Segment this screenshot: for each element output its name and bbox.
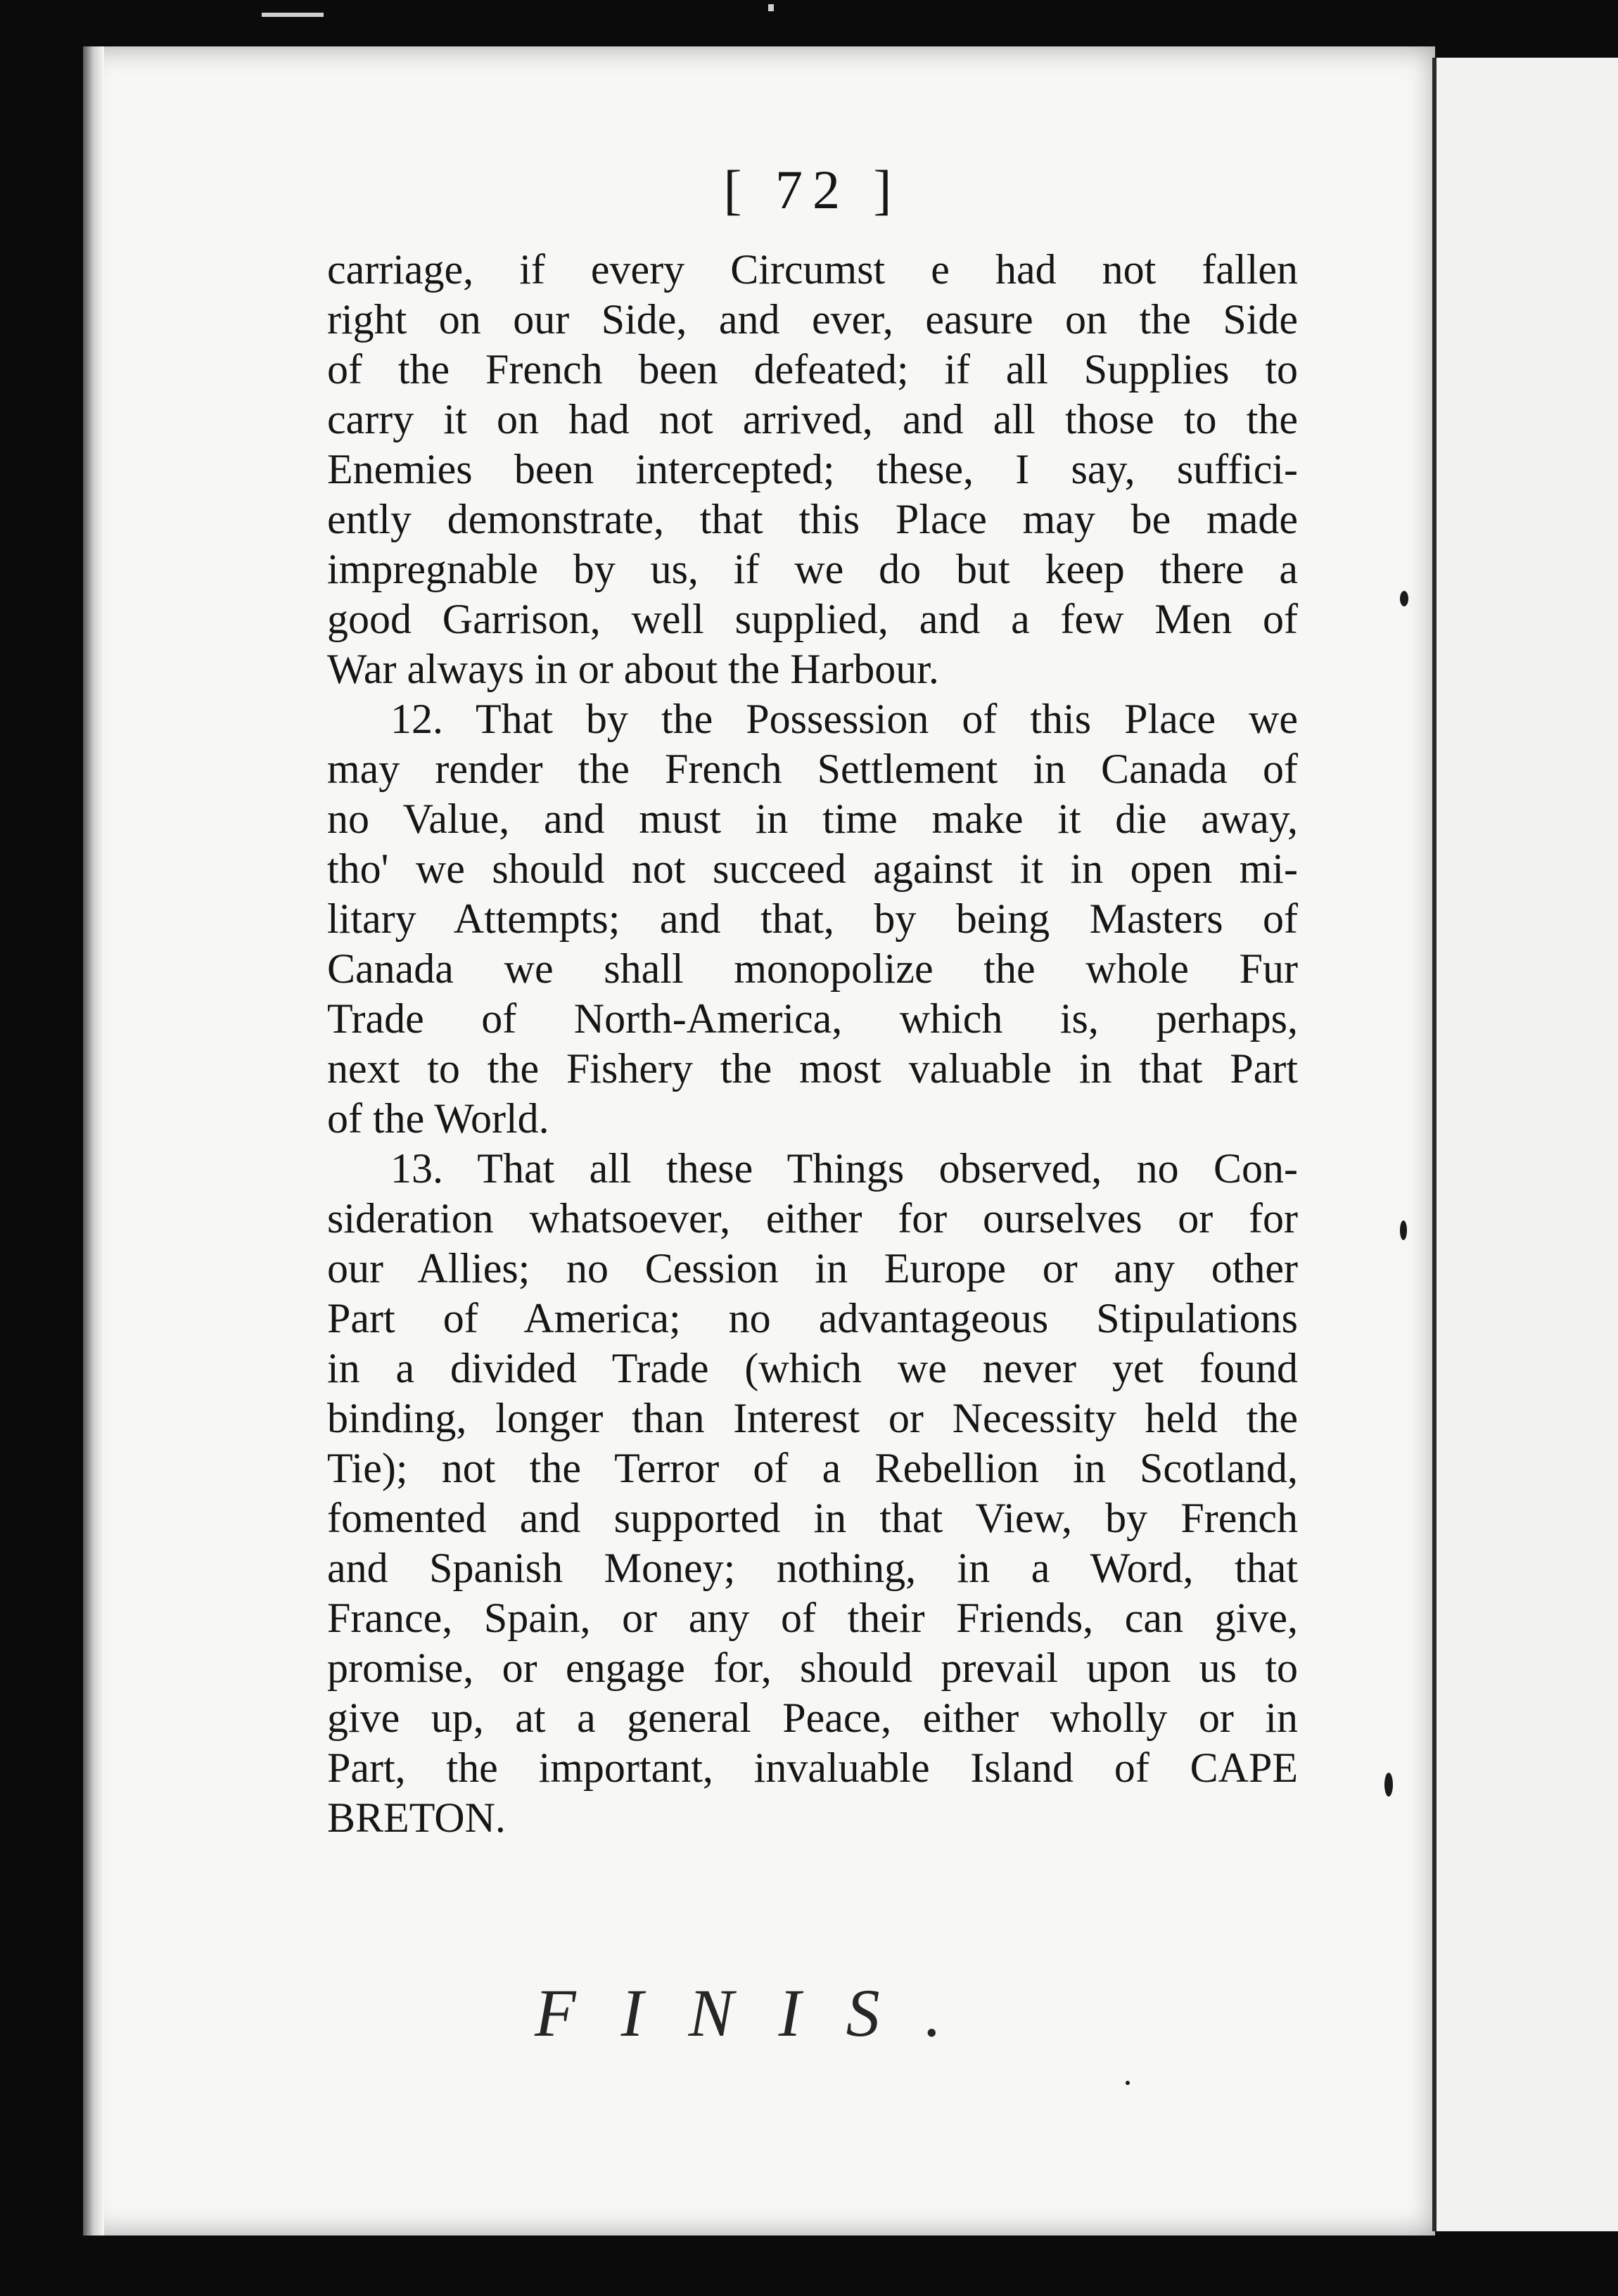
text-line: our Allies; no Cession in Europe or any other — [327, 1245, 1298, 1292]
text-line: Tie); not the Terror of a Rebellion in Scotland, — [327, 1445, 1298, 1491]
text-line: BRETON. — [327, 1794, 506, 1841]
ink-speck — [1400, 1220, 1407, 1240]
right-page-edge — [1432, 58, 1618, 2231]
text-line: give up, at a general Peace, either wholly or in — [327, 1695, 1298, 1741]
text-line: Part, the important, invaluable Island of CAPE — [327, 1745, 1298, 1791]
text-line: and Spanish Money; nothing, in a Word, that — [327, 1545, 1298, 1591]
ink-speck — [1126, 2081, 1130, 2085]
page-gutter-shadow — [83, 46, 104, 2236]
text-line: 13. That all these Things observed, no Con- — [390, 1145, 1298, 1192]
text-line: Trade of North-America, which is, perhaps, — [327, 995, 1298, 1042]
scan-artifact — [768, 4, 774, 11]
text-line: impregnable by us, if we do but keep there a — [327, 546, 1298, 592]
body-text — [327, 245, 1298, 1843]
text-line: of the World. — [327, 1095, 549, 1142]
text-line: may render the French Settlement in Canada of — [327, 746, 1298, 792]
text-line: promise, or engage for, should prevail upon us to — [327, 1645, 1298, 1691]
scan-artifact — [262, 13, 324, 17]
text-line: Enemies been intercepted; these, I say, suffici- — [327, 446, 1298, 492]
text-line: right on our Side, and ever, easure on the Side — [327, 296, 1298, 343]
page-number: [ 72 ] — [723, 159, 902, 220]
text-line: binding, longer than Interest or Necessity held the — [327, 1395, 1298, 1441]
text-line: War always in or about the Harbour. — [327, 646, 939, 692]
text-line: good Garrison, well supplied, and a few Men of — [327, 596, 1298, 642]
text-line: in a divided Trade (which we never yet found — [327, 1345, 1298, 1391]
text-line: Canada we shall monopolize the whole Fur — [327, 945, 1298, 992]
text-line: sideration whatsoever, either for ourselves or for — [327, 1195, 1298, 1242]
text-line: France, Spain, or any of their Friends, can give, — [327, 1595, 1298, 1641]
text-line: next to the Fishery the most valuable in that Part — [327, 1045, 1298, 1092]
text-line: 12. That by the Possession of this Place we — [390, 696, 1298, 742]
text-line: ently demonstrate, that this Place may be made — [327, 496, 1298, 542]
text-line: no Value, and must in time make it die away, — [327, 796, 1298, 842]
text-line: Part of America; no advantageous Stipulations — [327, 1295, 1298, 1341]
text-line: carry it on had not arrived, and all those to the — [327, 396, 1298, 442]
text-line: fomented and supported in that View, by French — [327, 1495, 1298, 1541]
ink-speck — [1400, 591, 1408, 606]
text-line: litary Attempts; and that, by being Masters of — [327, 895, 1298, 942]
text-line: of the French been defeated; if all Supplies to — [327, 346, 1298, 393]
finis-colophon: FINIS. — [535, 1975, 987, 2051]
text-line: tho' we should not succeed against it in open mi- — [327, 846, 1298, 892]
ink-speck — [1384, 1773, 1393, 1797]
text-line: carriage, if every Circumst e had not fallen — [327, 246, 1298, 293]
